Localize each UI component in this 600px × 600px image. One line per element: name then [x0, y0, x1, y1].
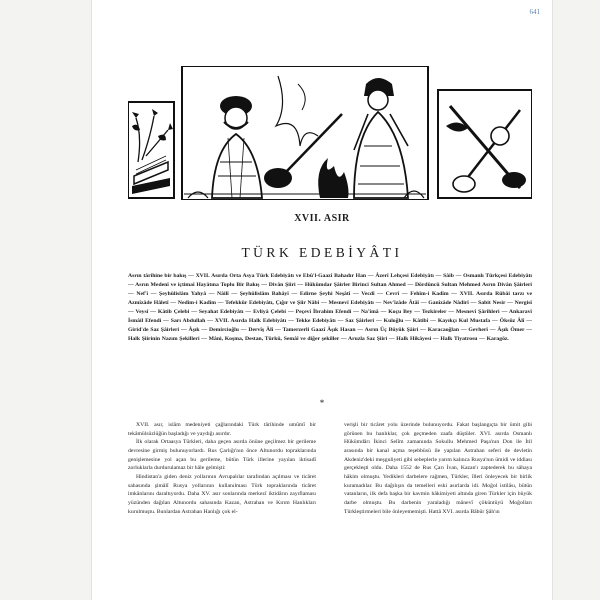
paragraph: Hindistan'a giden deniz yollarının Avrupalılar tarafından açılması ve ticâret sahasında şimâlî Rusya yollarının kullanılması Türk topraklarında ticâret imkânlarını daraltıyordu. Daha XV. asır sonlarında merkezî iktidârın zayıflaması yüzünden dağılan Altunordu sahasında Kazan, Astrahan ve Kırım Hanlıkları kurulmuştu. Bunlardan Astrahan Hanlığı çok el- [128, 473, 316, 515]
instruments-panel-illustration [438, 90, 532, 198]
chapter-summary: Asrın târihine bir bakış — XVII. Asırda Orta Asya Türk Edebiyâtı ve Ebû'l-Gaazî Bahadır Han — Âzerî Lehçesi Edebiyâtı — Sâib — Osmanlı Türkçesi Edebiyâtı — Asrın Medenî ve içtimaî Hayâtına Toplu Bir Bakış — Divân Şiiri — Hükümdar Şâirler Birinci Sultan Ahmed — Dördüncü Sultan Mehmed Asrın Divân Şâirleri — Nef'î — Şeyhülislâm Yahyâ — Nâilî — Şeyhülislâm Bahâyî — Edirne Şeyhi Neşâtî — Vecdî — Cevrî — Fehîm-i Kadîm — XVII. Asırda Rûbâi tarzı ve Azmîzâde Hâletî — Nedîm-i Kadîm — Tefekkür Edebiyâtı, Çığır ve Şiir Nâbî — Mesnevî Edebiyâtı — Nev'îzâde Âtâî — Ganîzâde Nâdirî — Sabit Nesir — Nergisî — Veysî — Kâtib Çelebi — Seyahat Edebiyâtı — Evliyâ Çelebi — Peçevî İbrahim Efendi — Na'îmâ — Koçu Bey — Tezkireler — Mesnevî Şârihleri — Ankaravî İsmâil Efendi — Sarı Abdullah — XVII. Asırda Halk Edebiyâtı — Tekke Edebiyâtı — Saz Şâirleri — Kuloğlu — Kâtibî — Kayıkçı Kul Mustafa — Öksüz Âlî — Girid'de Saz Şâirleri — Âşık — Demircioğlu — Dervîş Âlî — Tamerzerli Gaazî Âşık Hasan — Asrın Üç Büyük Şâiri — Karacaoğlan — Gevherî — Âşık Ömer — Halk Şiirinin Nazım Şekilleri — Mâni, Koşma, Destan, Türkü, Semâî ve diğer şekiller — Aruzla Saz Şiiri — Halk Hikâyesi — Halk Tiyatrosu — Karagöz. [128, 273, 532, 342]
page-number: 641 [529, 8, 540, 16]
book-page [92, 0, 552, 600]
paragraph: İlk olarak Ortaasya Türkleri, daha geçen asırda önüne geçilmez bir gerileme devresine girmiş bulunuyorlardı. Rus Çarlığı'nın önce Altunordu topraklarında genişlemesine yol açan bu gerileme, bütün Türk illerine yayılan iktisadî zorluklarla durdurulamaz bir hâle gelmişti: [128, 439, 316, 472]
right-column [344, 421, 532, 516]
century-heading: XVII. ASIR [294, 213, 350, 224]
paragraph: XVII. asır, islâm medeniyeti çağlarındaki Türk târihinde umûmî bir tekâmülsüzlüğün başladığı ve yaydığı asırdır. [128, 422, 316, 437]
section-title: TÜRK EDEBİYÂTI [241, 245, 403, 260]
header-illustration [128, 66, 532, 200]
star-divider: * [319, 398, 325, 408]
paragraph: verişli bir ticâret yolu üzerinde bulunuyordu. Fakat başlangıçta bir ümit gibi görünen bu hanlıklar, çok geçmeden zaafa düştüler. XVI. asırda Osmanlı Hükümdârı İkinci Selîm zamanında Sokullu Mehmed Paşa'nın Don ile İtil arasında bir kanal açma teşebbüsü ile yapılan Astrahan seferi de devletin Akdeniz'deki meşguliyeti gibi sebeplerle yarım kalınca Rusya'nın ümidi ve iddiası gerçekleşti oldu. Daha 1552 de Rus Çarı İvan, Kazan'ı zaptederek bu sâhaya hâkim olmuştu. Yedikleri darbelere rağmen, Türkler, îlleri önleyecek bir birlik kuramadılar. Bu dağılışın da temelleri eski asırlarda idi. Moğol istilâsı, bütün vatanların, ilk defa başka bir kavmin hâkimiyeti altında giren Türkler için büyük darbe olmuştu. Bu darbenin yaraladığı mânevî çöküntüyü Moğolları Türkleştirmeleri bile önleyememişti. Hattâ XVI. asırda Bâbür Şâh'ın [344, 422, 532, 515]
left-column [128, 421, 316, 516]
books-panel-illustration [128, 102, 174, 198]
